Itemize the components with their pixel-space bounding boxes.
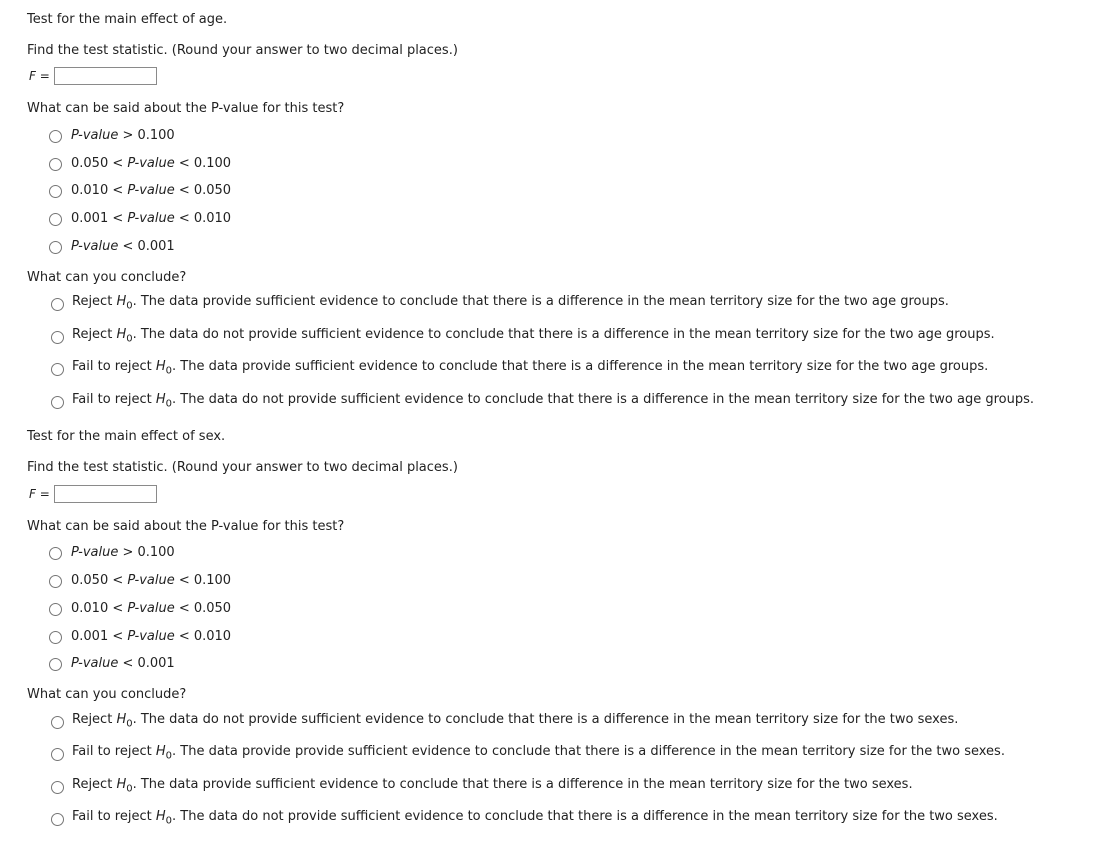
age-pvalue-option-5[interactable] xyxy=(49,238,175,256)
option-label: Reject $H_0$. The data do not provide sufficient evidence to conclude that there is a difference in the mean territory size for the two sexes. xyxy=(72,711,959,730)
option-label: 0.010 < P-value < 0.050 xyxy=(71,183,232,198)
age-f-row xyxy=(29,65,157,87)
radio-button[interactable] xyxy=(51,396,64,409)
sex-heading: Test for the main effect of sex. xyxy=(27,429,226,444)
option-label: 0.050 < P-value < 0.100 xyxy=(71,156,232,171)
option-label: P-value > 0.100 xyxy=(71,128,175,143)
radio-button[interactable] xyxy=(49,185,62,198)
sex-f-row xyxy=(29,483,157,505)
radio-button[interactable] xyxy=(51,716,64,729)
radio-button[interactable] xyxy=(51,781,64,794)
age-pvalue-option-4[interactable] xyxy=(49,210,231,228)
sex-conclusion-option-3[interactable] xyxy=(51,778,913,796)
radio-button[interactable] xyxy=(49,241,62,254)
age-conclusion-option-1[interactable] xyxy=(51,295,949,313)
radio-button[interactable] xyxy=(49,158,62,171)
radio-button[interactable] xyxy=(49,603,62,616)
option-label: 0.001 < P-value < 0.010 xyxy=(71,629,232,644)
sex-f-input[interactable] xyxy=(54,485,157,503)
option-label: Fail to reject $H_0$. The data do not provide sufficient evidence to conclude that there is a difference in the mean territory size for the two sexes. xyxy=(72,808,998,827)
age-conclusion-option-3[interactable] xyxy=(51,360,988,378)
radio-button[interactable] xyxy=(49,631,62,644)
sex-pvalue-option-4[interactable] xyxy=(49,628,231,646)
option-label: Fail to reject $H_0$. The data provide sufficient evidence to conclude that there is a difference in the mean territory size for the two age groups. xyxy=(72,358,989,377)
age-find-prompt: Find the test statistic. (Round your answer to two decimal places.) xyxy=(27,43,458,58)
radio-button[interactable] xyxy=(49,575,62,588)
option-label: P-value > 0.100 xyxy=(71,545,175,560)
sex-conclusion-option-1[interactable] xyxy=(51,713,958,731)
option-label: Reject $H_0$. The data do not provide sufficient evidence to conclude that there is a difference in the mean territory size for the two age groups. xyxy=(72,326,995,345)
radio-button[interactable] xyxy=(51,331,64,344)
radio-button[interactable] xyxy=(51,748,64,761)
radio-button[interactable] xyxy=(51,298,64,311)
radio-button[interactable] xyxy=(49,658,62,671)
age-conclusion-option-4[interactable] xyxy=(51,393,1034,411)
option-label: P-value < 0.001 xyxy=(71,239,175,254)
sex-conclusion-option-4[interactable] xyxy=(51,810,998,828)
age-pvalue-option-1[interactable] xyxy=(49,127,175,145)
radio-button[interactable] xyxy=(49,547,62,560)
radio-button[interactable] xyxy=(51,813,64,826)
age-pvalue-option-3[interactable] xyxy=(49,182,231,200)
option-label: 0.010 < P-value < 0.050 xyxy=(71,601,232,616)
age-f-input[interactable] xyxy=(54,67,157,85)
age-pvalue-option-2[interactable] xyxy=(49,155,231,173)
sex-f-label: F = xyxy=(29,487,50,501)
radio-button[interactable] xyxy=(51,363,64,376)
age-heading: Test for the main effect of age. xyxy=(27,12,228,27)
sex-conclude-question: What can you conclude? xyxy=(27,687,187,702)
age-conclusion-option-2[interactable] xyxy=(51,328,995,346)
option-label: Reject $H_0$. The data provide sufficient evidence to conclude that there is a difference in the mean territory size for the two sexes. xyxy=(72,776,913,795)
sex-pvalue-option-3[interactable] xyxy=(49,600,231,618)
option-label: P-value < 0.001 xyxy=(71,656,175,671)
sex-pvalue-option-2[interactable] xyxy=(49,572,231,590)
option-label: 0.001 < P-value < 0.010 xyxy=(71,211,232,226)
age-conclude-question: What can you conclude? xyxy=(27,270,187,285)
sex-pvalue-option-5[interactable] xyxy=(49,655,175,673)
option-label: Fail to reject $H_0$. The data do not provide sufficient evidence to conclude that there is a difference in the mean territory size for the two age groups. xyxy=(72,391,1035,410)
sex-conclusion-option-2[interactable] xyxy=(51,745,1005,763)
option-label: Reject $H_0$. The data provide sufficient evidence to conclude that there is a difference in the mean territory size for the two age groups. xyxy=(72,293,949,312)
sex-pvalue-question: What can be said about the P-value for this test? xyxy=(27,519,345,534)
radio-button[interactable] xyxy=(49,130,62,143)
radio-button[interactable] xyxy=(49,213,62,226)
age-pvalue-question: What can be said about the P-value for this test? xyxy=(27,101,345,116)
sex-find-prompt: Find the test statistic. (Round your answer to two decimal places.) xyxy=(27,460,458,475)
age-f-label: F = xyxy=(29,69,50,83)
sex-pvalue-option-1[interactable] xyxy=(49,544,175,562)
option-label: 0.050 < P-value < 0.100 xyxy=(71,573,232,588)
option-label: Fail to reject $H_0$. The data provide provide sufficient evidence to conclude that there is a difference in the mean territory size for the two sexes. xyxy=(72,743,1005,762)
